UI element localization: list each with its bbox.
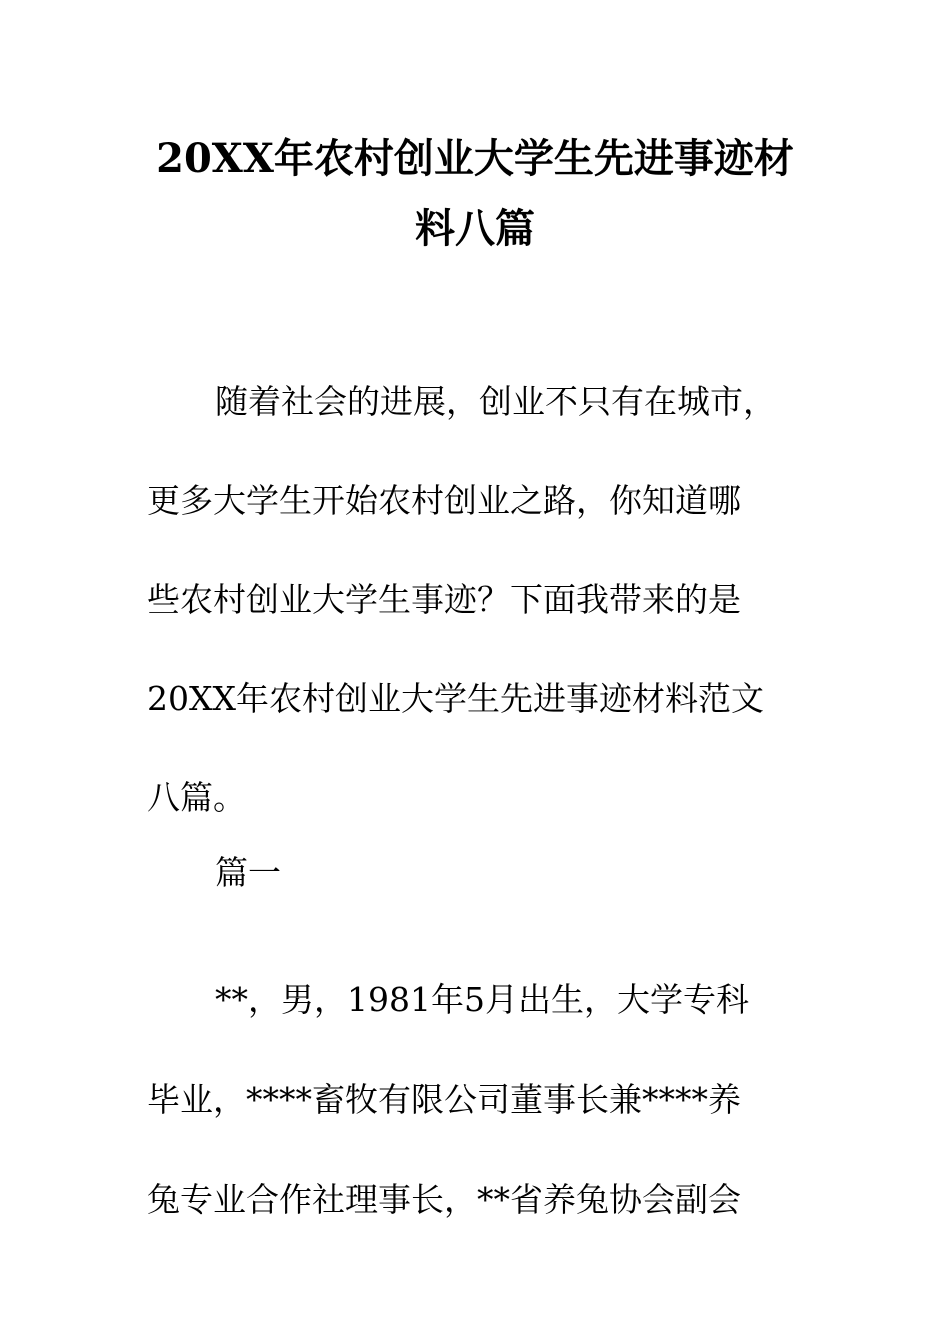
document-title-line-2: 料八篇	[415, 205, 535, 252]
paragraph-line: 毕业，****畜牧有限公司董事长兼****养	[147, 1080, 741, 1119]
paragraph-line: 更多大学生开始农村创业之路，你知道哪	[147, 481, 741, 520]
paragraph-line: 随着社会的进展，创业不只有在城市，	[215, 382, 776, 421]
paragraph-line: 八篇。	[147, 778, 246, 817]
paragraph-line: 些农村创业大学生事迹？下面我带来的是	[147, 580, 741, 619]
paragraph-line: 20XX年农村创业大学生先进事迹材料范文	[147, 679, 764, 718]
paragraph-line: **，男，1981年5月出生，大学专科	[215, 980, 749, 1019]
section-heading: 篇一	[215, 853, 281, 892]
document-title-line-1: 20XX年农村创业大学生先进事迹材	[156, 135, 794, 182]
paragraph-line: 兔专业合作社理事长，**省养兔协会副会	[147, 1180, 741, 1219]
